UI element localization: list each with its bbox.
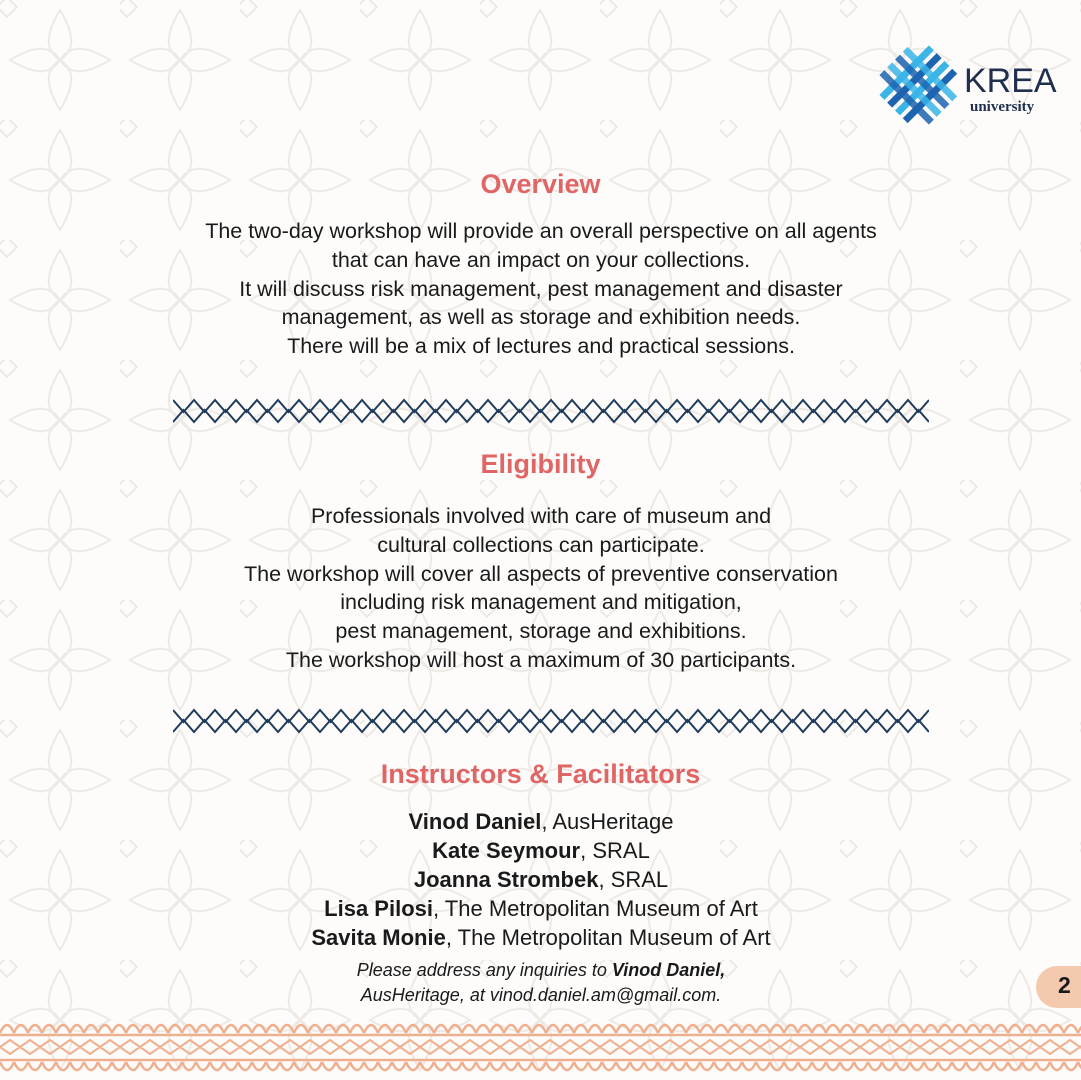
instructor-entry xyxy=(0,865,1081,894)
overview-line: It will discuss risk management, pest management and disaster xyxy=(239,276,843,301)
inquiry-contact-name: Vinod Daniel, xyxy=(611,960,726,980)
instructor-name: Savita Monie xyxy=(311,925,446,950)
logo-wordmark: KREA xyxy=(964,62,1057,100)
logo-subtitle: university xyxy=(970,99,1035,115)
eligibility-text xyxy=(0,502,1081,675)
eligibility-line: including risk management and mitigation, xyxy=(340,590,742,615)
overview-text xyxy=(0,217,1081,361)
instructor-org: , The Metropolitan Museum of Art xyxy=(445,925,771,950)
inquiry-email-line: AusHeritage, at vinod.daniel.am@gmail.com. xyxy=(360,984,722,1005)
eligibility-title: Eligibility xyxy=(480,449,601,479)
eligibility-line: Professionals involved with care of museum and xyxy=(310,504,772,528)
eligibility-line: cultural collections can participate. xyxy=(377,532,705,557)
instructor-name: Joanna Strombek xyxy=(413,867,599,892)
instructor-entry xyxy=(0,923,1081,952)
eligibility-line: pest management, storage and exhibitions. xyxy=(335,619,747,644)
eligibility-line: The workshop will host a maximum of 30 participants. xyxy=(285,647,797,672)
instructor-org: , SRAL xyxy=(580,838,650,863)
instructors-title: Instructors & Facilitators xyxy=(380,759,701,789)
instructor-name: Lisa Pilosi xyxy=(324,896,433,921)
zigzag-divider xyxy=(173,708,929,734)
inquiry-prefix: Please address any inquiries to xyxy=(356,960,612,980)
overview-line: The two-day workshop will provide an overall perspective on all agents xyxy=(205,219,877,243)
zigzag-divider xyxy=(173,398,929,424)
overview-line: management, as well as storage and exhibition needs. xyxy=(281,305,801,330)
instructor-org: , AusHeritage xyxy=(541,809,674,834)
eligibility-line: The workshop will cover all aspects of preventive conservation xyxy=(244,561,838,586)
inquiry-note xyxy=(0,958,1081,1007)
instructor-org: , The Metropolitan Museum of Art xyxy=(432,896,758,921)
instructor-name: Kate Seymour xyxy=(432,838,581,863)
decorative-border xyxy=(0,1015,1081,1080)
krea-logo-mark-icon xyxy=(876,42,962,128)
instructor-entry xyxy=(0,807,1081,836)
instructor-name: Vinod Daniel xyxy=(408,809,542,834)
instructors-list xyxy=(0,807,1081,952)
overview-line: that can have an impact on your collections. xyxy=(331,247,751,272)
overview-title: Overview xyxy=(480,169,601,199)
krea-logo xyxy=(876,42,1057,130)
instructor-org: , SRAL xyxy=(598,867,669,892)
instructor-entry xyxy=(0,836,1081,865)
overview-line: There will be a mix of lectures and practical sessions. xyxy=(287,334,795,359)
instructor-entry xyxy=(0,894,1081,923)
page-number: 2 xyxy=(1058,972,1071,998)
page-number-badge xyxy=(1036,966,1081,1008)
